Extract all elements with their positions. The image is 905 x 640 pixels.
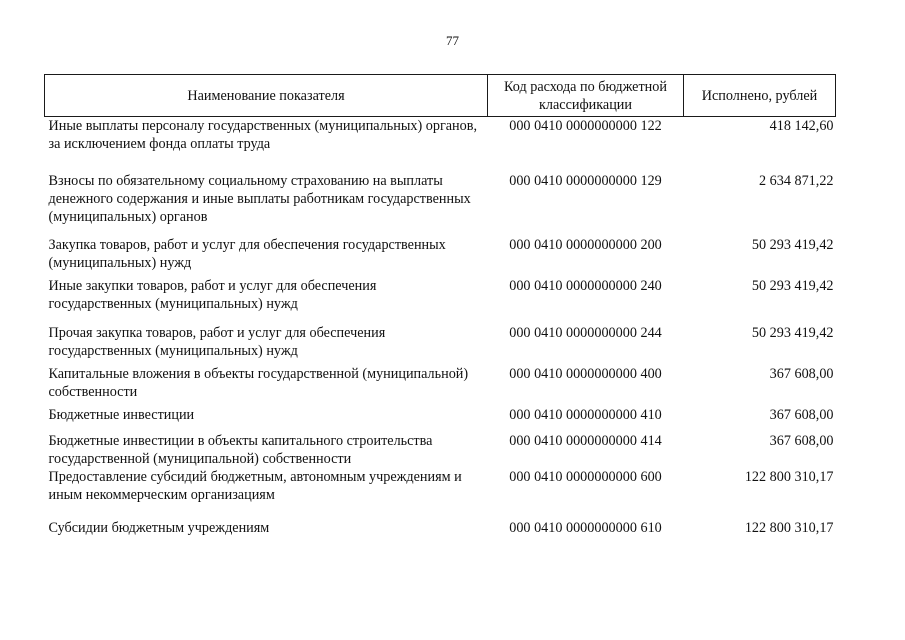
header-executed-amount: Исполнено, рублей	[684, 75, 836, 117]
table-row	[45, 117, 836, 172]
page-number: 77	[446, 33, 459, 48]
header-expense-code: Код расхода по бюджетной классификации	[488, 75, 684, 117]
row-code: 000 0410 0000000000 610	[509, 519, 662, 536]
row-code: 000 0410 0000000000 414	[509, 432, 662, 449]
row-amount: 122 800 310,17	[744, 519, 834, 536]
row-amount: 367 608,00	[769, 406, 834, 423]
row-name: Прочая закупка товаров, работ и услуг для обеспечения государственных (муниципальных) нужд	[48, 324, 386, 359]
table-row	[45, 172, 836, 236]
row-name: Бюджетные инвестиции	[48, 406, 195, 423]
row-code: 000 0410 0000000000 244	[509, 324, 662, 341]
row-name: Взносы по обязательному социальному страхованию на выплаты денежного содержания и иные выплаты работникам государственных (муниципальных) органов	[48, 172, 471, 225]
table-row	[45, 236, 836, 277]
table-row	[45, 468, 836, 519]
row-amount: 367 608,00	[769, 432, 834, 449]
row-name: Бюджетные инвестиции в объекты капитального строительства государственной (муниципальной) собственности	[48, 432, 433, 467]
row-code: 000 0410 0000000000 200	[509, 236, 662, 253]
row-amount: 367 608,00	[769, 365, 834, 382]
row-code: 000 0410 0000000000 410	[509, 406, 662, 423]
row-code: 000 0410 0000000000 400	[509, 365, 662, 382]
table-header-row	[45, 75, 836, 117]
row-code: 000 0410 0000000000 600	[509, 468, 662, 485]
table-row	[45, 406, 836, 432]
expenditure-table	[44, 74, 836, 543]
row-amount: 122 800 310,17	[744, 468, 834, 485]
table-row	[45, 324, 836, 365]
row-code: 000 0410 0000000000 129	[509, 172, 662, 189]
row-name: Иные закупки товаров, работ и услуг для обеспечения государственных (муниципальных) нужд	[48, 277, 377, 312]
row-name: Предоставление субсидий бюджетным, автономным учреждениям и иным некоммерческим организациям	[48, 468, 462, 503]
table-row	[45, 519, 836, 543]
row-amount: 50 293 419,42	[751, 277, 834, 294]
row-name: Капитальные вложения в объекты государственной (муниципальной) собственности	[48, 365, 469, 400]
row-amount: 50 293 419,42	[751, 236, 834, 253]
header-indicator-name: Наименование показателя	[45, 75, 488, 117]
row-amount: 50 293 419,42	[751, 324, 834, 341]
row-code: 000 0410 0000000000 240	[509, 277, 662, 294]
row-amount: 418 142,60	[769, 118, 834, 134]
table-row	[45, 277, 836, 324]
table-row	[45, 365, 836, 406]
row-name: Субсидии бюджетным учреждениям	[48, 519, 270, 536]
row-amount: 2 634 871,22	[759, 172, 834, 189]
row-name: Закупка товаров, работ и услуг для обеспечения государственных (муниципальных) нужд	[48, 236, 446, 271]
row-code: 000 0410 0000000000 122	[509, 118, 662, 134]
table-row	[45, 432, 836, 468]
row-name: Иные выплаты персоналу государственных (муниципальных) органов, за исключением фонда оплаты труда	[48, 118, 477, 152]
